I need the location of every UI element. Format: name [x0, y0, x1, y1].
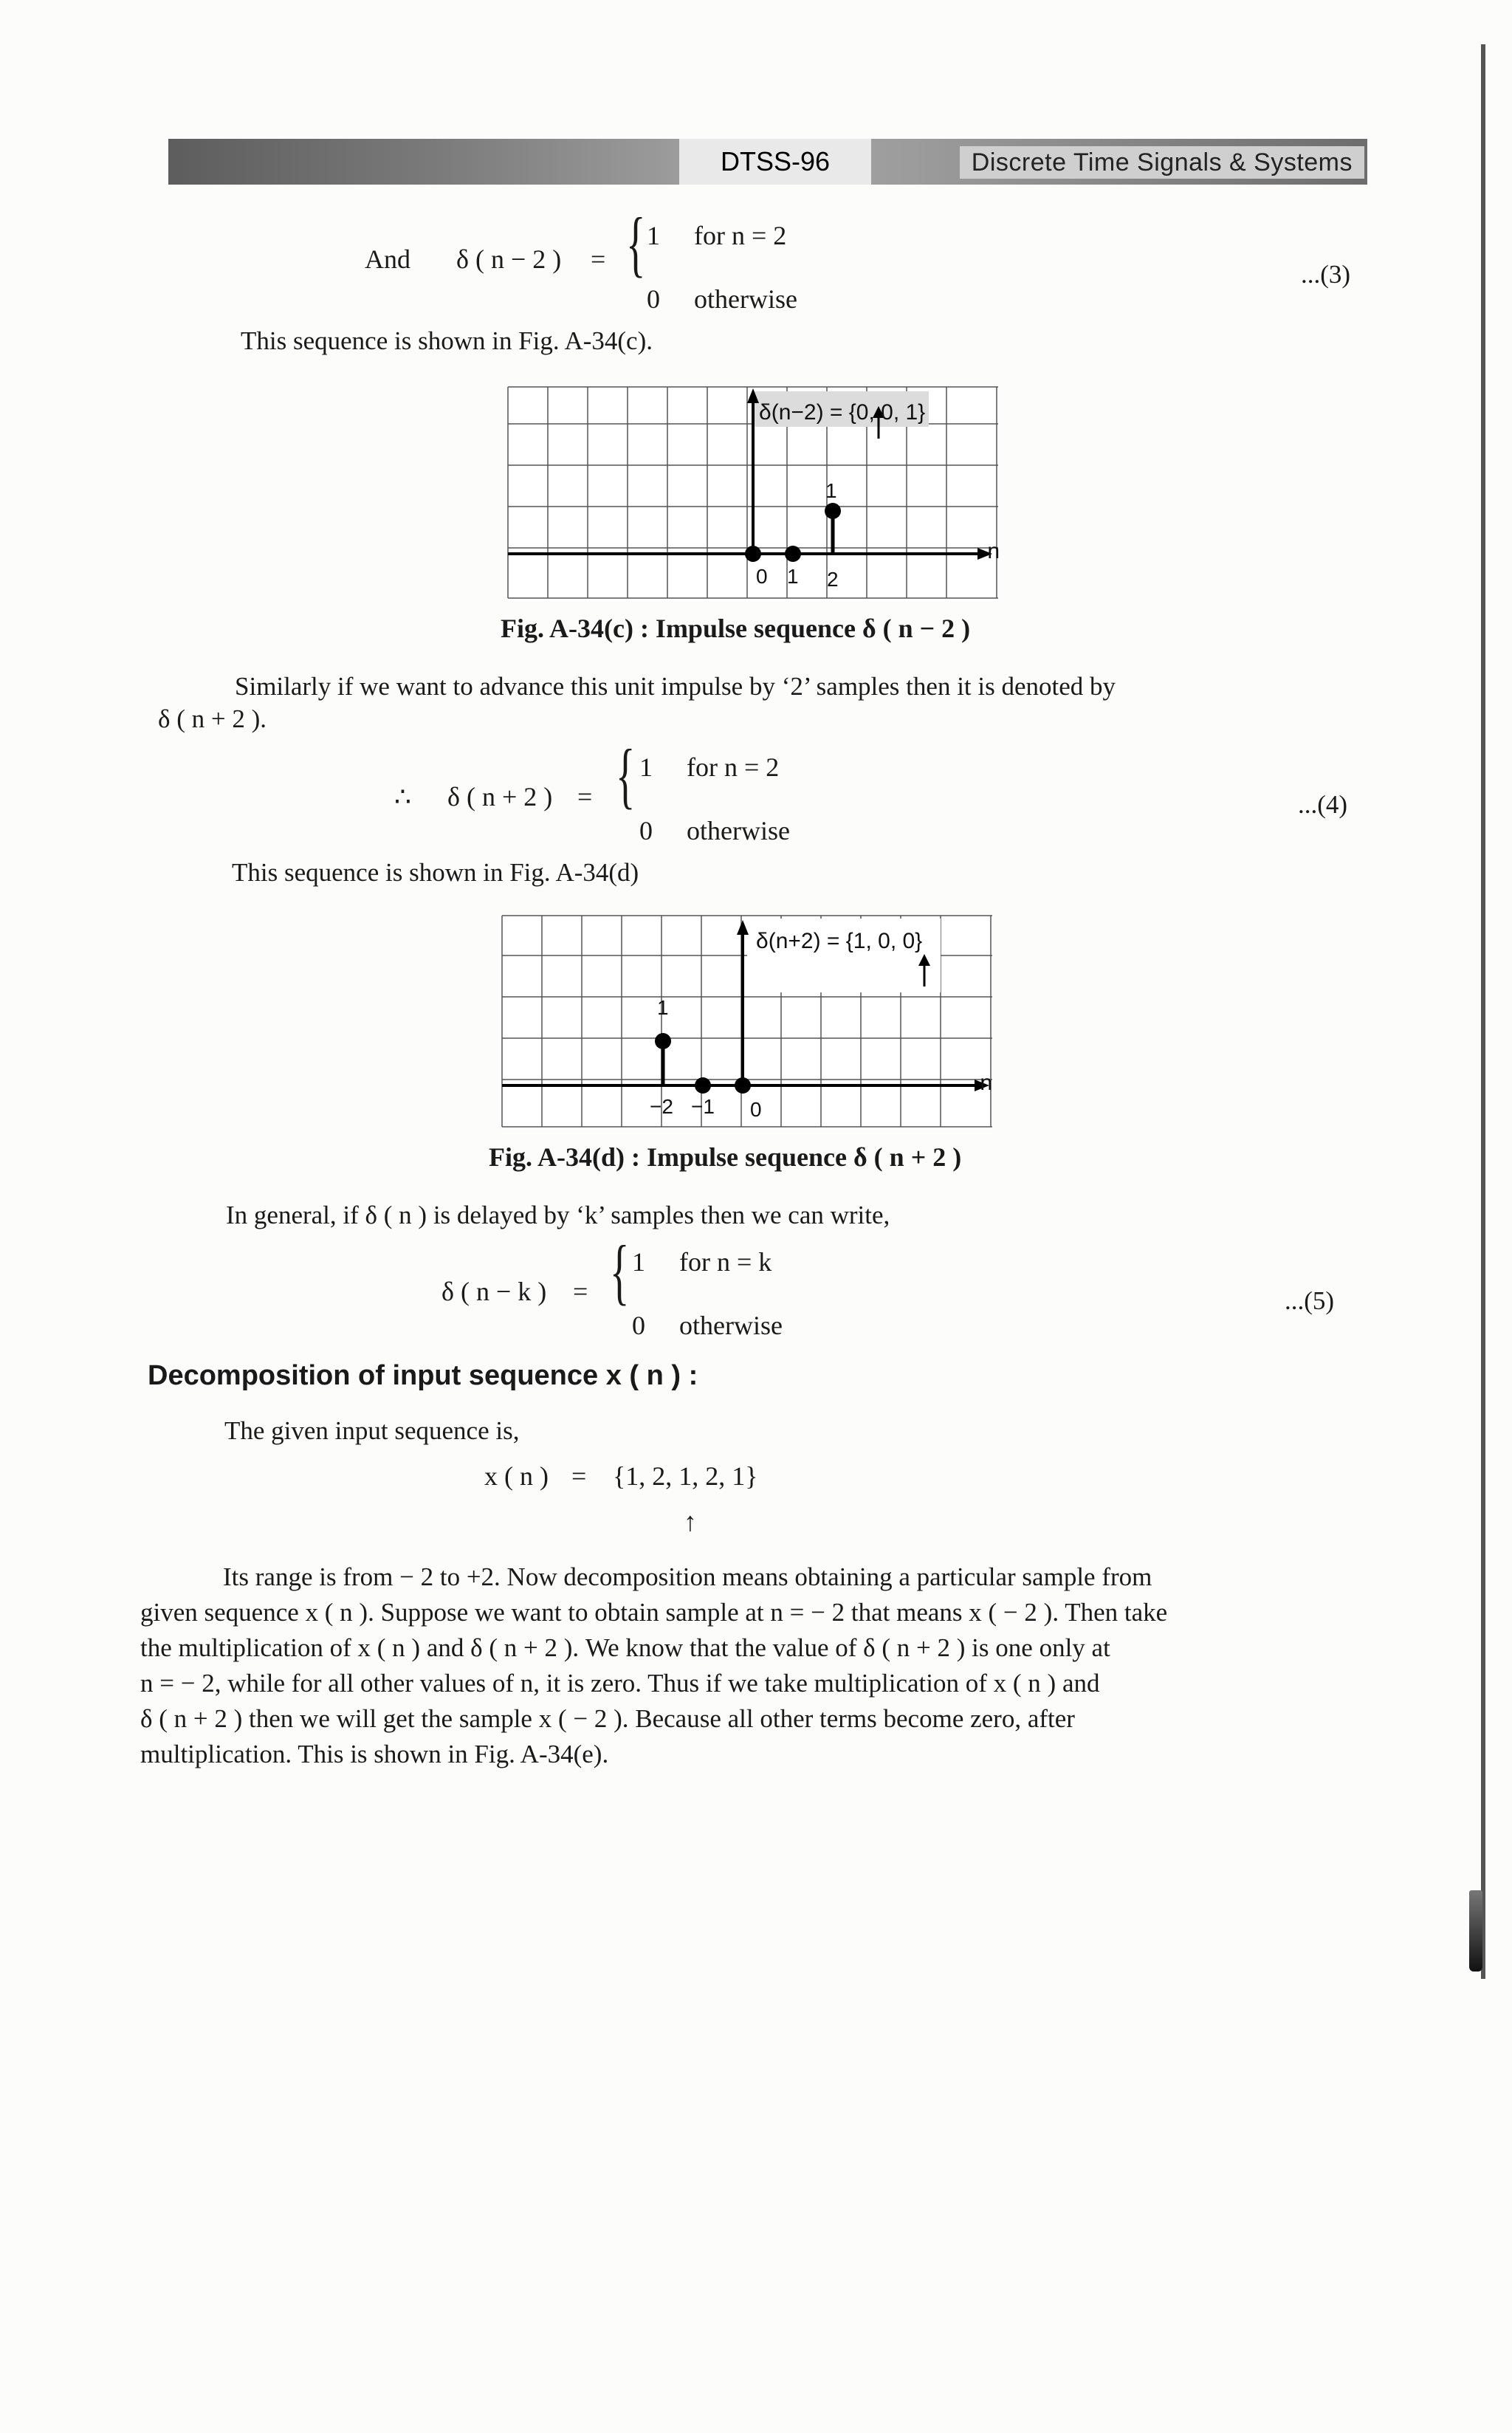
section-heading: Decomposition of input sequence x ( n ) : — [148, 1360, 698, 1391]
figure-a34c — [508, 387, 998, 601]
xn-equals: = — [571, 1461, 587, 1491]
eq4-lhs: δ ( n + 2 ) — [447, 782, 553, 811]
fig-d-sample-n-2 — [655, 1033, 671, 1049]
page-edge-strip — [1481, 44, 1485, 1979]
eq4-equals: = — [577, 782, 593, 811]
eq3-case1-condition: for n = 2 — [694, 221, 787, 250]
eq5-equals: = — [573, 1277, 588, 1306]
eq4-therefore: ∴ — [394, 782, 411, 811]
xn-lhs: x ( n ) — [484, 1461, 549, 1491]
eq3-case2-value: 0 — [647, 284, 660, 314]
eq4-number: ...(4) — [1298, 790, 1348, 819]
fig-c-tick-2: 2 — [827, 568, 839, 591]
fig-d-sample-n0 — [735, 1077, 751, 1094]
para5-line1: Its range is from − 2 to +2. Now decomposition means obtaining a particular sample from — [223, 1562, 1152, 1591]
para5-line5: δ ( n + 2 ) then we will get the sample x ( − 2 ). Because all other terms become zero, after — [140, 1704, 1075, 1733]
eq5-case1-value: 1 — [632, 1247, 645, 1277]
eq4-case1-condition: for n = 2 — [687, 752, 780, 782]
fig-d-amplitude-axis-arrow — [737, 920, 749, 935]
page-edge-tail — [1469, 1890, 1482, 1972]
eq5-case1-condition: for n = k — [679, 1247, 772, 1277]
text-fig-c-ref: This sequence is shown in Fig. A-34(c). — [241, 326, 653, 355]
fig-d-tick-neg1: −1 — [691, 1095, 715, 1118]
eq3-lhs: δ ( n − 2 ) — [456, 244, 562, 274]
eq3-number: ...(3) — [1301, 260, 1351, 289]
fig-c-sequence-label: δ(n−2) = {0, 0, 1} — [759, 400, 926, 425]
fig-c-caption: Fig. A-34(c) : Impulse sequence δ ( n − 2 ) — [501, 614, 971, 643]
fig-c-sample-n1 — [785, 546, 801, 562]
eq3-equals: = — [591, 244, 606, 274]
para5-line3: the multiplication of x ( n ) and δ ( n + 2 ). We know that the value of δ ( n + 2 ) is one only at — [140, 1633, 1110, 1662]
para5-line6: multiplication. This is shown in Fig. A-34(e). — [140, 1740, 609, 1768]
eq5-lhs: δ ( n − k ) — [441, 1277, 547, 1306]
eq5-brace: { — [610, 1230, 630, 1312]
fig-c-tick-0: 0 — [756, 565, 768, 588]
eq4-case1-value: 1 — [639, 752, 653, 782]
fig-d-tick-0: 0 — [750, 1098, 762, 1121]
fig-c-sample-n0 — [745, 546, 761, 562]
para5-line4: n = − 2, while for all other values of n, it is zero. Thus if we take multiplication of x ( n ) and — [140, 1669, 1100, 1698]
fig-c-sample-n2 — [825, 503, 841, 519]
eq5-case2-value: 0 — [632, 1311, 645, 1340]
eq5-number: ...(5) — [1285, 1286, 1335, 1315]
eq3-case2-condition: otherwise — [694, 284, 797, 314]
text-general-delay: In general, if δ ( n ) is delayed by ‘k’ samples then we can write, — [226, 1201, 890, 1229]
fig-d-sequence-label: δ(n+2) = {1, 0, 0} — [756, 929, 923, 953]
fig-c-n-label: n — [987, 539, 1000, 563]
xn-values: {1, 2, 1, 2, 1} — [613, 1461, 758, 1491]
para-advance-line1: Similarly if we want to advance this unit impulse by ‘2’ samples then it is denoted by — [235, 672, 1116, 701]
eq3-brace: { — [626, 202, 646, 284]
fig-c-tick-1: 1 — [787, 565, 799, 588]
eq4-case2-condition: otherwise — [687, 816, 790, 845]
figure-a34d — [502, 916, 992, 1130]
eq3-case1-value: 1 — [647, 221, 660, 250]
header-code: DTSS-96 — [679, 139, 871, 185]
fig-d-sample-n-1 — [695, 1077, 711, 1094]
eq4-case2-value: 0 — [639, 816, 653, 845]
fig-d-n-label: n — [980, 1071, 992, 1095]
fig-d-value-label: 1 — [657, 996, 669, 1019]
para-advance-line2: δ ( n + 2 ). — [158, 704, 267, 733]
text-given-sequence: The given input sequence is, — [224, 1416, 520, 1445]
header-subject: Discrete Time Signals & Systems — [960, 146, 1364, 179]
eq4-brace: { — [616, 734, 636, 816]
eq5-case2-condition: otherwise — [679, 1311, 783, 1340]
text-fig-d-ref: This sequence is shown in Fig. A-34(d) — [232, 858, 639, 887]
eq3-lead: And — [365, 244, 410, 274]
fig-c-value-label: 1 — [825, 479, 837, 502]
fig-d-caption: Fig. A-34(d) : Impulse sequence δ ( n + 2 ) — [489, 1142, 962, 1172]
xn-origin-arrow: ↑ — [684, 1507, 697, 1537]
fig-d-tick-neg2: −2 — [650, 1095, 673, 1118]
para5-line2: given sequence x ( n ). Suppose we want to obtain sample at n = − 2 that means x ( − 2 ). Then take — [140, 1598, 1168, 1627]
